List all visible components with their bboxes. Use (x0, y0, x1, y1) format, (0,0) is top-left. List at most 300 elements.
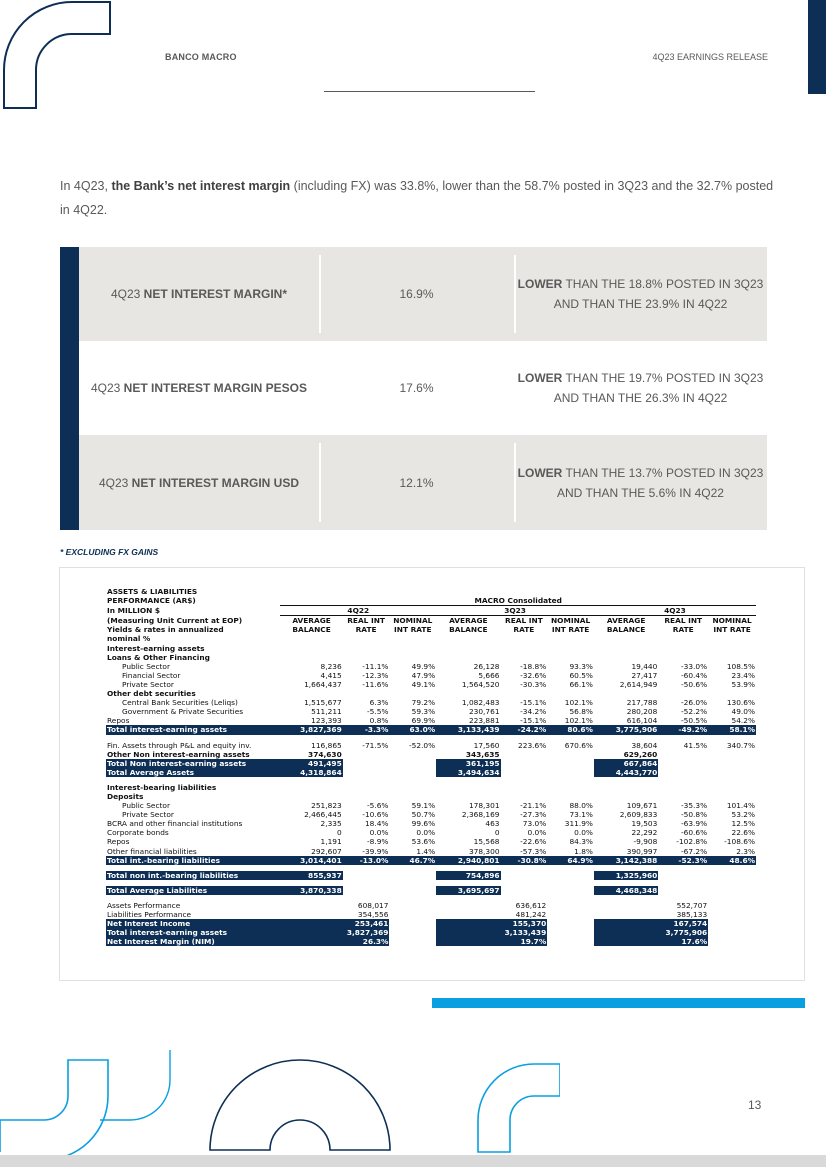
table-cell: -63.9% (680, 819, 708, 829)
table-row (106, 671, 756, 680)
empty-cell (547, 928, 594, 937)
table-cell: 667,864 (594, 759, 658, 768)
table-cell: -5.5% (366, 707, 389, 717)
table-cell: -108.6% (724, 837, 755, 847)
table-row (106, 828, 756, 837)
table-group-header: MACRO Consolidated (280, 596, 756, 606)
header-divider (324, 91, 535, 92)
table-cell: 2.3% (736, 846, 755, 856)
empty-cell (280, 689, 756, 698)
table-cell: 3,827,369 (280, 928, 389, 937)
table-cell: 0.0% (416, 828, 436, 838)
table-cell: 343,635 (465, 749, 500, 759)
table-cell: 58.1% (708, 725, 756, 734)
nim-comparison: LOWER THAN THE 19.7% POSTED IN 3Q23 AND THAN THE 26.3% IN 4Q22 (517, 371, 764, 405)
row-label: Liabilities Performance (107, 910, 192, 919)
table-cell (343, 871, 390, 880)
row-label: Fin. Assets through P&L and equity inv. (107, 740, 252, 750)
table-cell: 102.1% (564, 716, 593, 726)
intro-paragraph (60, 174, 775, 222)
table-cell: -52.2% (680, 707, 708, 717)
table-cell: 217,788 (626, 698, 658, 708)
table-cell: 4,443,770 (594, 768, 658, 777)
table-cell (708, 886, 756, 895)
column-header: REAL INT (505, 616, 543, 626)
table-cell: 73.1% (569, 810, 593, 820)
table-cell: 53.6% (411, 837, 436, 847)
table-cell: 1,325,960 (594, 871, 658, 880)
table-note: (Measuring Unit Current at EOP) (107, 616, 243, 626)
table-units: In MILLION $ (107, 606, 161, 616)
table-cell: -102.8% (676, 837, 708, 847)
table-cell: -24.2% (501, 725, 548, 734)
nim-cell-separator (319, 443, 321, 522)
table-cell: 0.0% (574, 828, 593, 838)
empty-cell (547, 937, 594, 946)
nim-label: 4Q23 NET INTEREST MARGIN* (110, 287, 288, 301)
column-header: BALANCE (292, 625, 331, 635)
table-cell: 670.6% (564, 740, 593, 750)
table-cell: 2,940,801 (436, 856, 500, 865)
table-cell: -52.0% (409, 740, 436, 750)
row-label: Net Interest Margin (NIM) (106, 937, 280, 946)
table-cell: 340.7% (726, 740, 755, 750)
table-cell (389, 759, 436, 768)
period-header: 4Q22 (280, 606, 436, 616)
empty-cell (547, 901, 594, 910)
table-cell: 511,211 (311, 707, 342, 717)
table-cell (501, 759, 548, 768)
nim-row-total (79, 247, 767, 341)
nim-row-pesos (79, 341, 767, 435)
column-header: AVERAGE (292, 616, 331, 626)
table-row (106, 792, 756, 801)
footer-band (0, 1155, 826, 1167)
table-cell (343, 886, 390, 895)
table-cell: -22.6% (520, 837, 547, 847)
table-row (106, 662, 756, 671)
table-cell: 26,128 (473, 661, 500, 671)
table-title: PERFORMANCE (AR$) (107, 596, 196, 606)
table-cell (389, 886, 436, 895)
table-cell: 88.0% (569, 801, 593, 811)
table-cell: 53.9% (731, 679, 755, 689)
nim-cell-separator (514, 255, 516, 333)
table-cell: 27,417 (631, 670, 658, 680)
table-cell: 19,503 (631, 819, 658, 829)
table-cell: -52.3% (658, 856, 708, 865)
table-cell (658, 750, 708, 759)
column-header: REAL INT (347, 616, 385, 626)
row-label: Central Bank Securities (Leliqs) (122, 698, 238, 708)
table-row (106, 653, 756, 662)
table-cell: 19,440 (631, 661, 658, 671)
row-label: Financial Sector (122, 670, 181, 680)
intro-text-end: (including FX) was 33.8%, lower than the 58.7% posted in 3Q23 and the 32.7% posted in 4Q22. (60, 179, 774, 217)
table-row (106, 901, 756, 910)
table-cell: 251,823 (311, 801, 342, 811)
column-header: NOMINAL (551, 616, 591, 626)
table-cell: 463 (485, 819, 500, 829)
table-cell: -13.0% (343, 856, 390, 865)
row-label: Other Non interest-earning assets (107, 749, 250, 759)
table-cell: 223.6% (518, 740, 547, 750)
table-yields-note: nominal % (107, 634, 151, 644)
row-label: Private Sector (122, 679, 174, 689)
column-header: REAL INT (664, 616, 703, 626)
table-cell (389, 750, 436, 759)
table-cell: 80.6% (547, 725, 594, 734)
row-label: Public Sector (122, 661, 170, 671)
table-cell: 280,208 (626, 707, 658, 717)
table-cell: 5,666 (478, 670, 500, 680)
table-cell: 22,292 (631, 828, 658, 838)
table-cell: -15.1% (520, 698, 547, 708)
table-row (106, 919, 756, 928)
row-label: Repos (107, 716, 130, 726)
table-row (106, 856, 756, 865)
table-cell: 73.0% (522, 819, 547, 829)
table-row (106, 810, 756, 819)
row-label: Total non int.-bearing liabilities (106, 871, 280, 880)
table-cell (501, 871, 548, 880)
table-cell: 1.4% (416, 846, 436, 856)
nim-value: 17.6% (399, 381, 434, 395)
empty-cell (389, 937, 436, 946)
table-row (106, 928, 756, 937)
table-cell: -18.8% (520, 661, 547, 671)
table-cell: 66.1% (569, 679, 593, 689)
table-cell: 79.2% (411, 698, 436, 708)
table-cell: 59.3% (411, 707, 436, 717)
table-cell: 64.9% (547, 856, 594, 865)
table-cell: -57.3% (520, 846, 547, 856)
empty-cell (280, 792, 756, 801)
column-header: RATE (355, 625, 377, 635)
table-cell: 3,827,369 (280, 725, 342, 734)
table-cell: -60.4% (680, 670, 708, 680)
table-cell: 46.7% (389, 856, 436, 865)
nim-label: 4Q23 NET INTEREST MARGIN PESOS (90, 381, 308, 395)
table-cell: 84.3% (569, 837, 593, 847)
table-cell: -32.6% (520, 670, 547, 680)
table-row (106, 759, 756, 768)
intro-text-start: In 4Q23, (60, 179, 112, 193)
column-header: BALANCE (606, 625, 646, 635)
table-cell (343, 750, 390, 759)
table-cell: 53.2% (731, 810, 755, 820)
table-cell: 311.9% (564, 819, 593, 829)
row-label: Corporate bonds (107, 828, 169, 838)
column-header: NOMINAL (393, 616, 433, 626)
table-cell: 18.4% (364, 819, 389, 829)
table-cell: 0 (494, 828, 500, 838)
table-cell: 60.5% (569, 670, 593, 680)
empty-cell (389, 910, 436, 919)
nim-comparison: LOWER THAN THE 18.8% POSTED IN 3Q23 AND THAN THE 23.9% IN 4Q22 (517, 277, 764, 311)
row-label: Other financial liabilities (107, 846, 197, 856)
table-cell: 754,896 (436, 871, 500, 880)
table-cell: -5.6% (366, 801, 389, 811)
table-cell: 47.9% (411, 670, 436, 680)
table-cell: 56.8% (569, 707, 593, 717)
table-cell: -71.5% (362, 740, 389, 750)
table-cell: 253,461 (280, 919, 389, 928)
row-label: Total Non interest-earning assets (106, 759, 280, 768)
table-cell: 1,664,437 (304, 679, 342, 689)
table-cell: 69.9% (411, 716, 436, 726)
table-cell: 390,997 (626, 846, 658, 856)
table-row (106, 725, 756, 734)
table-row (106, 707, 756, 716)
table-cell: 50.7% (411, 810, 436, 820)
column-header: INT RATE (713, 625, 751, 635)
table-row (106, 937, 756, 946)
table-cell: 2,368,169 (461, 810, 500, 820)
table-cell (343, 768, 390, 777)
table-row (106, 801, 756, 810)
table-row (106, 680, 756, 689)
table-cell: 49.9% (411, 661, 436, 671)
period-header: 4Q23 (594, 606, 756, 616)
empty-cell (280, 653, 756, 662)
table-cell: 17,560 (473, 740, 500, 750)
empty-cell (708, 919, 756, 928)
table-cell: 19.7% (436, 937, 547, 946)
table-cell: -27.3% (520, 810, 547, 820)
table-cell: 2,466,445 (304, 810, 342, 820)
table-cell: 385,133 (676, 910, 708, 919)
row-label: Interest-earning assets (107, 643, 205, 653)
table-cell: 17.6% (594, 937, 708, 946)
table-cell: 109,671 (626, 801, 658, 811)
table-cell: 629,260 (623, 749, 658, 759)
page-number: 13 (748, 1098, 762, 1112)
table-cell: -10.6% (362, 810, 389, 820)
table-cell: 608,017 (357, 900, 389, 910)
nim-row-usd (79, 435, 767, 530)
table-cell (708, 750, 756, 759)
table-cell: 23.4% (731, 670, 755, 680)
table-row (106, 741, 756, 750)
table-cell (389, 871, 436, 880)
row-label: Government & Private Securities (122, 707, 244, 717)
table-cell: -60.6% (680, 828, 708, 838)
table-cell: -8.9% (366, 837, 389, 847)
table-yields-note: Yields & rates in annualized (107, 625, 224, 635)
table-cell (501, 750, 548, 759)
table-cell: 63.0% (389, 725, 436, 734)
nim-value: 12.1% (399, 475, 434, 490)
empty-cell (389, 901, 436, 910)
table-cell: 155,370 (436, 919, 547, 928)
corner-accent-bar (808, 0, 826, 94)
table-cell: -34.2% (520, 707, 547, 717)
row-label: Public Sector (122, 801, 170, 811)
empty-cell (708, 928, 756, 937)
table-cell: 223,881 (468, 716, 500, 726)
table-cell: 2,335 (320, 819, 342, 829)
table-cell: 374,630 (308, 749, 342, 759)
table-cell (547, 871, 594, 880)
table-cell: 354,556 (357, 910, 389, 919)
empty-cell (280, 783, 756, 792)
table-row (106, 819, 756, 828)
column-header: AVERAGE (606, 616, 646, 626)
table-cell: 855,937 (280, 871, 342, 880)
table-row (106, 768, 756, 777)
table-cell: 230,761 (468, 707, 500, 717)
table-row (106, 644, 756, 653)
table-cell: 2,614,949 (619, 679, 658, 689)
table-cell: 636,612 (515, 900, 547, 910)
table-cell: 3,133,439 (436, 928, 547, 937)
row-label: Total Average Liabilities (106, 886, 280, 895)
table-cell: 3,494,634 (436, 768, 500, 777)
header-report-title: 4Q23 EARNINGS RELEASE (652, 52, 768, 62)
table-cell: -11.6% (362, 679, 389, 689)
table-cell: 93.3% (569, 661, 593, 671)
table-cell: 481,242 (515, 910, 547, 919)
table-cell: 4,468,348 (594, 886, 658, 895)
column-header: AVERAGE (449, 616, 488, 626)
table-cell (658, 871, 708, 880)
table-cell (547, 750, 594, 759)
table-cell: 1,564,520 (461, 679, 500, 689)
table-cell: 54.2% (731, 716, 755, 726)
row-label: Deposits (107, 791, 144, 801)
column-header: INT RATE (394, 625, 432, 635)
table-row (106, 783, 756, 792)
column-header: INT RATE (551, 625, 590, 635)
table-cell (501, 886, 548, 895)
empty-cell (389, 928, 436, 937)
table-cell: 0.0% (369, 828, 389, 838)
table-cell: 3,014,401 (280, 856, 342, 865)
table-cell: 292,607 (311, 846, 342, 856)
nim-panel-accent-bar (60, 247, 79, 530)
row-label: Total int.-bearing liabilities (106, 856, 280, 865)
table-cell: 38,604 (631, 740, 658, 750)
table-cell: 101.4% (726, 801, 755, 811)
nim-cell-separator (514, 443, 516, 522)
table-cell (547, 886, 594, 895)
nim-cell-separator (319, 255, 321, 333)
table-row (106, 750, 756, 759)
table-cell: 0.8% (369, 716, 389, 726)
row-label: Interest-bearing liabilities (107, 782, 217, 792)
table-cell: -26.0% (680, 698, 708, 708)
table-cell: -35.3% (680, 801, 708, 811)
table-cell: -50.6% (680, 679, 708, 689)
table-row (106, 886, 756, 895)
header-bank-name: BANCO MACRO (165, 52, 237, 62)
table-cell: 22.6% (731, 828, 755, 838)
table-cell: -39.9% (362, 846, 389, 856)
table-cell: 26.3% (280, 937, 389, 946)
table-cell (658, 768, 708, 777)
cyan-accent-bar (432, 998, 805, 1008)
table-cell: 8,236 (320, 661, 342, 671)
table-cell (547, 768, 594, 777)
intro-text-bold: the Bank’s net interest margin (111, 179, 291, 193)
empty-cell (547, 910, 594, 919)
table-cell: 15,568 (473, 837, 500, 847)
table-cell: 3,775,906 (594, 725, 658, 734)
table-cell: 59.1% (411, 801, 436, 811)
nim-comparison: LOWER THAN THE 13.7% POSTED IN 3Q23 AND THAN THE 5.6% IN 4Q22 (517, 465, 764, 500)
table-cell: -30.3% (520, 679, 547, 689)
row-label: Total interest-earning assets (106, 725, 280, 734)
table-row (106, 871, 756, 880)
row-label: Net Interest Income (106, 919, 280, 928)
table-cell: 49.1% (411, 679, 436, 689)
table-cell (658, 886, 708, 895)
table-cell: 167,574 (594, 919, 708, 928)
table-cell: 378,300 (468, 846, 500, 856)
table-cell: 0 (337, 828, 342, 838)
table-cell (547, 759, 594, 768)
table-cell: -67.2% (680, 846, 708, 856)
table-row (106, 910, 756, 919)
table-cell: 0.0% (527, 828, 547, 838)
table-title: ASSETS & LIABILITIES (107, 587, 198, 596)
table-cell: -50.5% (680, 716, 708, 726)
empty-cell (708, 937, 756, 946)
table-row (106, 837, 756, 846)
empty-cell (280, 644, 756, 653)
table-cell (343, 759, 390, 768)
table-cell (658, 759, 708, 768)
row-label: Total Average Assets (106, 768, 280, 777)
decorative-arc-top-left (0, 0, 140, 110)
table-row (106, 716, 756, 725)
table-cell: 41.5% (683, 740, 708, 750)
row-label: Loans & Other Financing (107, 652, 210, 662)
table-row (106, 847, 756, 856)
table-cell: -50.8% (680, 810, 708, 820)
row-label: Total interest-earning assets (106, 928, 280, 937)
table-cell: 2,609,833 (619, 810, 658, 820)
table-cell: 6.3% (369, 698, 389, 708)
table-cell: 491,495 (280, 759, 342, 768)
table-cell: -9,908 (633, 837, 658, 847)
table-cell: 102.1% (564, 698, 593, 708)
table-cell: 116,865 (311, 740, 342, 750)
table-cell: 4,318,864 (280, 768, 342, 777)
table-cell: 3,870,338 (280, 886, 342, 895)
empty-cell (708, 910, 756, 919)
row-label: Private Sector (122, 810, 174, 820)
table-cell: 99.6% (411, 819, 436, 829)
row-label: Repos (107, 837, 130, 847)
table-cell: 108.5% (726, 661, 755, 671)
table-cell (708, 768, 756, 777)
column-header: RATE (513, 625, 535, 635)
table-cell: -49.2% (658, 725, 708, 734)
table-cell: 1,515,677 (304, 698, 342, 708)
footnote-fx: * EXCLUDING FX GAINS (60, 547, 159, 557)
table-cell: -15.1% (520, 716, 547, 726)
row-label: BCRA and other financial institutions (107, 819, 243, 829)
table-cell: 3,133,439 (436, 725, 500, 734)
table-cell: -3.3% (343, 725, 390, 734)
table-cell: 49.0% (731, 707, 755, 717)
nim-label: 4Q23 NET INTEREST MARGIN USD (98, 475, 300, 490)
table-cell: -33.0% (680, 661, 708, 671)
table-cell: 1.8% (574, 846, 593, 856)
table-cell: 1,191 (320, 837, 342, 847)
